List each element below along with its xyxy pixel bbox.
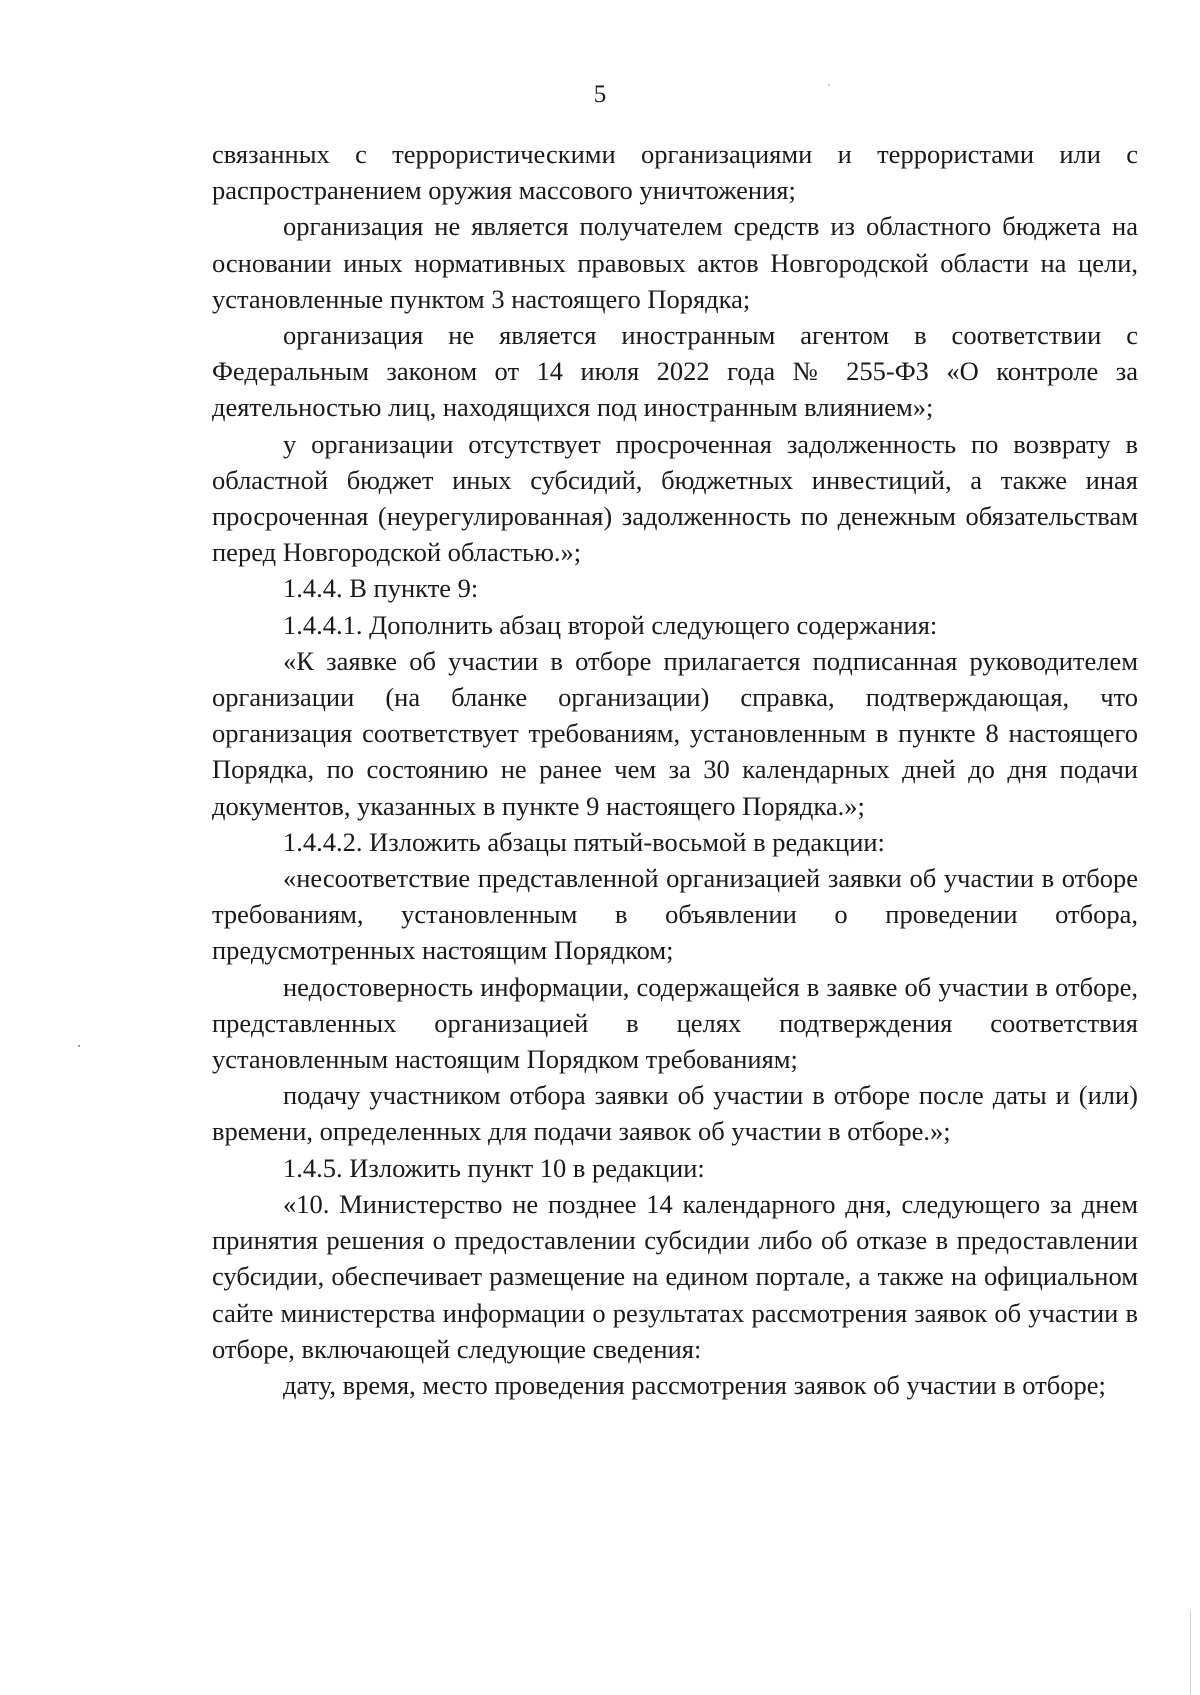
heading-1-4-4-1: 1.4.4.1. Дополнить абзац второй следующего содержания: <box>283 609 938 640</box>
document-body <box>212 136 1138 1403</box>
paragraph-review-date-place: дату, время, место проведения рассмотрения заявок об участии в отборе; <box>283 1369 1106 1400</box>
paragraph-not-foreign-agent: организация не является иностранным агентом в соответствии с Федеральным законом от 14 июля 2022 года № 255-ФЗ «О контроле за деятельностью лиц, находящихся под иностранным влиянием»; <box>212 320 1138 423</box>
paragraph-no-overdue-debt: у организации отсутствует просроченная задолженность по возврату в областной бюджет иных субсидий, бюджетных инвестиций, а также иная просроченная (неурегулированная) задолженность по денежным обязательствам перед Новгородской областью.»; <box>212 428 1138 568</box>
paragraph-not-recipient: организация не является получателем средств из областного бюджета на основании иных нормативных правовых актов Новгородской области на цели, установленные пунктом 3 настоящего Порядка; <box>212 211 1138 314</box>
scan-artifact-top-right <box>828 84 830 86</box>
paragraph-unreliable-info: недостоверность информации, содержащейся в заявке об участии в отборе, представленных организацией в целях подтверждения соответствия установленным настоящим Порядком требованиям; <box>212 971 1138 1075</box>
heading-1-4-4: 1.4.4. В пункте 9: <box>283 573 479 604</box>
paragraph-nonconformity: «несоответствие представленной организацией заявки об участии в отборе требованиям, установленным в объявлении о проведении отбора, предусмотренных настоящим Порядком; <box>212 863 1138 966</box>
scan-artifact-right-edge <box>1190 1610 1191 1695</box>
paragraph-terrorism-continuation: связанных с террористическими организациями и террористами или с распространением оружия массового уничтожения; <box>212 139 1138 206</box>
paragraph-application-certificate: «К заявке об участии в отборе прилагается подписанная руководителем организации (на бланке организации) справка, подтверждающая, что организация соответствует требованиям, установленным в пункте 8 настоящего Порядка, по состоянию не ранее чем за 30 календарных дней до дня подачи документов, указанных в пункте 9 настоящего Порядка.»; <box>212 645 1138 821</box>
heading-1-4-4-2: 1.4.4.2. Изложить абзацы пятый-восьмой в редакции: <box>283 826 885 857</box>
paragraph-late-submission: подачу участником отбора заявки об участии в отборе после даты и (или) времени, определенных для подачи заявок об участии в отборе.»; <box>212 1080 1138 1147</box>
page-number: 5 <box>593 81 607 108</box>
heading-1-4-5: 1.4.5. Изложить пункт 10 в редакции: <box>283 1152 705 1183</box>
paragraph-ministry-publication: «10. Министерство не позднее 14 календарного дня, следующего за днем принятия решения о предоставлении субсидии либо об отказе в предоставлении субсидии, обеспечивает размещение на едином портале, а также на официальном сайте министерства информации о результатах рассмотрения заявок об участии в отборе, включающей следующие сведения: <box>212 1188 1138 1364</box>
scan-artifact-left <box>78 1045 80 1047</box>
